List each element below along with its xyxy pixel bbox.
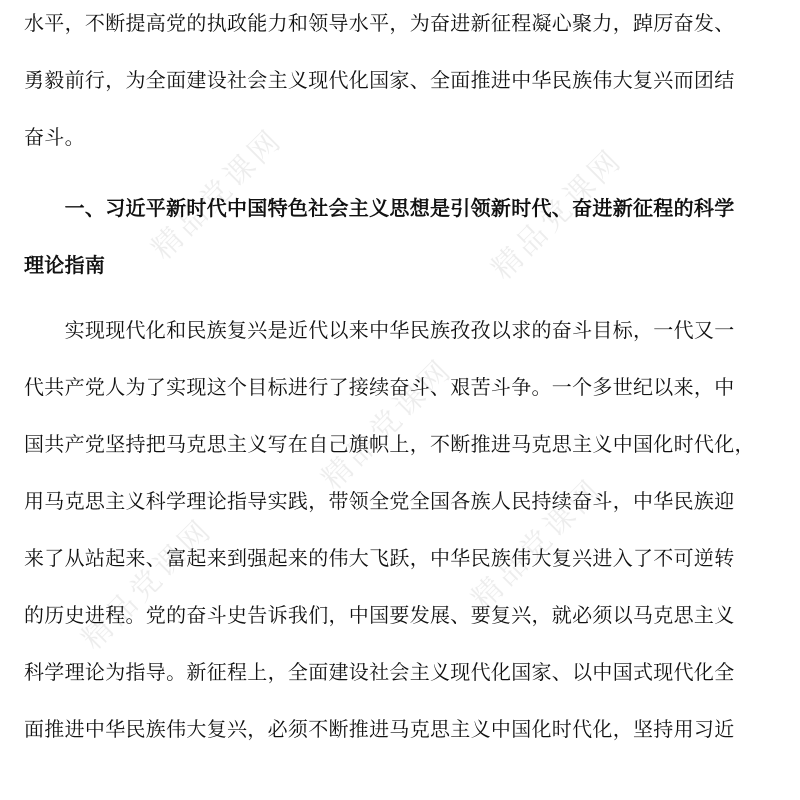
watermark-text: 精品党课网 [484, 141, 630, 287]
text-line: 来了从站起来、富起来到强起来的伟大飞跃，中华民族伟大复兴进入了不可逆转 [24, 546, 735, 570]
text-line: 实现现代化和民族复兴是近代以来中华民族孜孜以求的奋斗目标，一代又一 [24, 318, 735, 342]
text-line: 科学理论为指导。新征程上，全面建设社会主义现代化国家、以中国式现代化全 [24, 660, 735, 684]
text-line: 的历史进程。党的奋斗史告诉我们，中国要发展、要复兴，就必须以马克思主义 [24, 603, 735, 627]
watermark-text: 精品党课网 [74, 511, 220, 657]
watermark-text: 精品党课网 [464, 471, 610, 617]
watermark-text: 精品党课网 [144, 121, 290, 267]
text-line: 用马克思主义科学理论指导实践，带领全党全国各族人民持续奋斗，中华民族迎 [24, 489, 735, 513]
text-line: 面推进中华民族伟大复兴，必须不断推进马克思主义中国化时代化，坚持用习近 [24, 717, 735, 741]
text-line: 奋斗。 [24, 125, 85, 149]
watermark-text: 精品党课网 [314, 351, 460, 497]
text-line: 国共产党坚持把马克思主义写在自己旗帜上，不断推进马克思主义中国化时代化， [24, 432, 755, 456]
heading-line: 一、习近平新时代中国特色社会主义思想是引领新时代、奋进新征程的科学 [24, 196, 735, 220]
text-line: 代共产党人为了实现这个目标进行了接续奋斗、艰苦斗争。一个多世纪以来，中 [24, 375, 735, 399]
heading-line: 理论指南 [24, 253, 106, 277]
text-line: 水平，不断提高党的执政能力和领导水平，为奋进新征程凝心聚力，踔厉奋发、 [24, 11, 735, 35]
text-line: 勇毅前行，为全面建设社会主义现代化国家、全面推进中华民族伟大复兴而团结 [24, 68, 735, 92]
